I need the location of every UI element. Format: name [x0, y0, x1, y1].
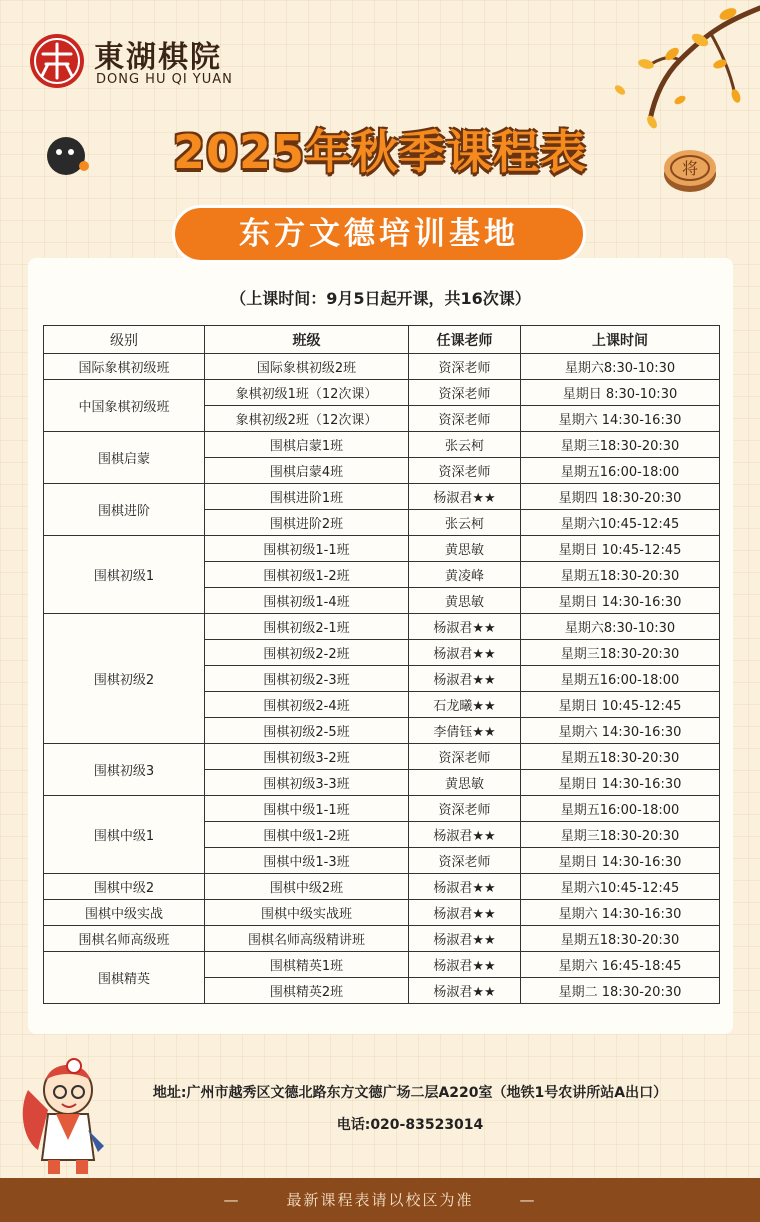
- cell-class: 围棋精英1班: [205, 952, 409, 978]
- cell-time: 星期日 14:30-16:30: [521, 588, 720, 614]
- cell-class: 象棋初级2班（12次课）: [205, 406, 409, 432]
- phone-text: 电话:020-83523014: [336, 1117, 484, 1133]
- cell-time: 星期四 18:30-20:30: [521, 484, 720, 510]
- cell-teacher: 杨淑君★★: [409, 874, 521, 900]
- cell-class: 围棋初级1-4班: [205, 588, 409, 614]
- schedule-notice: （上课时间：9月5日起开课，共16次课）: [230, 289, 531, 308]
- mascot-illustration-icon: [18, 1050, 108, 1180]
- cell-level: 围棋初级3: [44, 744, 205, 796]
- cell-time: 星期五18:30-20:30: [521, 926, 720, 952]
- footer-bar: [0, 1178, 760, 1222]
- cell-time: 星期日 10:45-12:45: [521, 692, 720, 718]
- header-level: 级别: [44, 326, 205, 354]
- table-row: [44, 874, 720, 900]
- cell-time: 星期五16:00-18:00: [521, 666, 720, 692]
- header-class: 班级: [205, 326, 409, 354]
- cell-class: 围棋启蒙1班: [205, 432, 409, 458]
- cell-class: 围棋启蒙4班: [205, 458, 409, 484]
- cell-teacher: 资深老师: [409, 848, 521, 874]
- seal-icon: [28, 32, 86, 90]
- cell-teacher: 张云柯: [409, 510, 521, 536]
- table-row: [44, 900, 720, 926]
- table-header-row: [44, 326, 720, 354]
- cell-class: 围棋进阶2班: [205, 510, 409, 536]
- cell-teacher: 张云柯: [409, 432, 521, 458]
- cell-class: 围棋精英2班: [205, 978, 409, 1004]
- cell-time: 星期三18:30-20:30: [521, 432, 720, 458]
- cell-teacher: 资深老师: [409, 744, 521, 770]
- cell-time: 星期六 14:30-16:30: [521, 406, 720, 432]
- cell-level: 围棋中级实战: [44, 900, 205, 926]
- footer-dash-right: —: [519, 1191, 537, 1209]
- cell-time: 星期六8:30-10:30: [521, 354, 720, 380]
- cell-time: 星期五16:00-18:00: [521, 458, 720, 484]
- cell-class: 围棋中级1-2班: [205, 822, 409, 848]
- cell-class: 围棋中级1-3班: [205, 848, 409, 874]
- cell-teacher: 杨淑君★★: [409, 484, 521, 510]
- address-text: 地址:广州市越秀区文德北路东方文德广场二层A220室（地铁1号农讲所站A出口）: [152, 1085, 668, 1101]
- cell-level: 围棋中级2: [44, 874, 205, 900]
- cell-class: 围棋初级1-1班: [205, 536, 409, 562]
- cell-teacher: 黄凌峰: [409, 562, 521, 588]
- cell-level: 国际象棋初级班: [44, 354, 205, 380]
- table-row: [44, 380, 720, 406]
- cell-time: 星期五18:30-20:30: [521, 562, 720, 588]
- cell-class: 象棋初级1班（12次课）: [205, 380, 409, 406]
- cell-teacher: 石龙曦★★: [409, 692, 521, 718]
- cell-class: 围棋中级实战班: [205, 900, 409, 926]
- cell-teacher: 杨淑君★★: [409, 666, 521, 692]
- cell-teacher: 黄思敏: [409, 588, 521, 614]
- cell-level: 围棋进阶: [44, 484, 205, 536]
- cell-class: 围棋初级2-5班: [205, 718, 409, 744]
- brand-logo: [28, 30, 248, 92]
- table-row: [44, 614, 720, 640]
- cell-class: 围棋初级3-2班: [205, 744, 409, 770]
- cell-level: 围棋初级2: [44, 614, 205, 744]
- cell-teacher: 李倩钰★★: [409, 718, 521, 744]
- cell-teacher: 杨淑君★★: [409, 978, 521, 1004]
- table-row: [44, 432, 720, 458]
- cell-time: 星期五18:30-20:30: [521, 744, 720, 770]
- brand-name-cn: 東湖棋院: [94, 40, 222, 75]
- cell-teacher: 黄思敏: [409, 536, 521, 562]
- cell-time: 星期三18:30-20:30: [521, 640, 720, 666]
- cell-level: 围棋初级1: [44, 536, 205, 614]
- cell-level: 围棋精英: [44, 952, 205, 1004]
- header-time: 上课时间: [521, 326, 720, 354]
- cell-time: 星期六8:30-10:30: [521, 614, 720, 640]
- cell-time: 星期五16:00-18:00: [521, 796, 720, 822]
- brand-name-en: DONG HU QI YUAN: [96, 72, 233, 87]
- cell-teacher: 资深老师: [409, 796, 521, 822]
- cell-level: 围棋启蒙: [44, 432, 205, 484]
- cell-class: 围棋初级2-3班: [205, 666, 409, 692]
- cell-level: 中国象棋初级班: [44, 380, 205, 432]
- cell-time: 星期六 16:45-18:45: [521, 952, 720, 978]
- cell-class: 国际象棋初级2班: [205, 354, 409, 380]
- table-row: [44, 952, 720, 978]
- cell-class: 围棋初级3-3班: [205, 770, 409, 796]
- xiangqi-piece-char: 将: [681, 159, 699, 178]
- cell-teacher: 资深老师: [409, 354, 521, 380]
- go-stone-icon: [42, 130, 90, 178]
- footer-text: 最新课程表请以校区为准: [286, 1191, 474, 1209]
- cell-teacher: 杨淑君★★: [409, 952, 521, 978]
- cell-teacher: 杨淑君★★: [409, 822, 521, 848]
- cell-class: 围棋中级1-1班: [205, 796, 409, 822]
- cell-time: 星期二 18:30-20:30: [521, 978, 720, 1004]
- cell-teacher: 杨淑君★★: [409, 900, 521, 926]
- cell-level: 围棋名师高级班: [44, 926, 205, 952]
- cell-time: 星期日 14:30-16:30: [521, 848, 720, 874]
- cell-time: 星期日 10:45-12:45: [521, 536, 720, 562]
- cell-time: 星期六 14:30-16:30: [521, 900, 720, 926]
- cell-class: 围棋名师高级精讲班: [205, 926, 409, 952]
- table-row: [44, 354, 720, 380]
- cell-teacher: 资深老师: [409, 458, 521, 484]
- schedule-body: [44, 354, 720, 1004]
- cell-class: 围棋初级1-2班: [205, 562, 409, 588]
- subtitle-badge: 东方文德培训基地: [172, 205, 586, 263]
- schedule-table: [43, 325, 720, 1004]
- cell-teacher: 黄思敏: [409, 770, 521, 796]
- cell-class: 围棋初级2-4班: [205, 692, 409, 718]
- cell-class: 围棋初级2-1班: [205, 614, 409, 640]
- footer-dash-left: —: [223, 1191, 241, 1209]
- cell-teacher: 资深老师: [409, 380, 521, 406]
- cell-class: 围棋进阶1班: [205, 484, 409, 510]
- cell-time: 星期日 14:30-16:30: [521, 770, 720, 796]
- page-title: 2025年秋季课程表: [172, 125, 588, 179]
- cell-time: 星期六10:45-12:45: [521, 874, 720, 900]
- cell-teacher: 杨淑君★★: [409, 926, 521, 952]
- cell-teacher: 资深老师: [409, 406, 521, 432]
- cell-time: 星期六 14:30-16:30: [521, 718, 720, 744]
- cell-level: 围棋中级1: [44, 796, 205, 874]
- table-row: [44, 536, 720, 562]
- xiangqi-piece-icon: [660, 138, 720, 198]
- cell-time: 星期三18:30-20:30: [521, 822, 720, 848]
- table-row: [44, 484, 720, 510]
- table-row: [44, 926, 720, 952]
- cell-class: 围棋初级2-2班: [205, 640, 409, 666]
- cell-teacher: 杨淑君★★: [409, 614, 521, 640]
- header-teacher: 任课老师: [409, 326, 521, 354]
- cell-teacher: 杨淑君★★: [409, 640, 521, 666]
- cell-time: 星期日 8:30-10:30: [521, 380, 720, 406]
- table-row: [44, 796, 720, 822]
- table-row: [44, 744, 720, 770]
- cell-time: 星期六10:45-12:45: [521, 510, 720, 536]
- title-block: [40, 112, 720, 192]
- cell-class: 围棋中级2班: [205, 874, 409, 900]
